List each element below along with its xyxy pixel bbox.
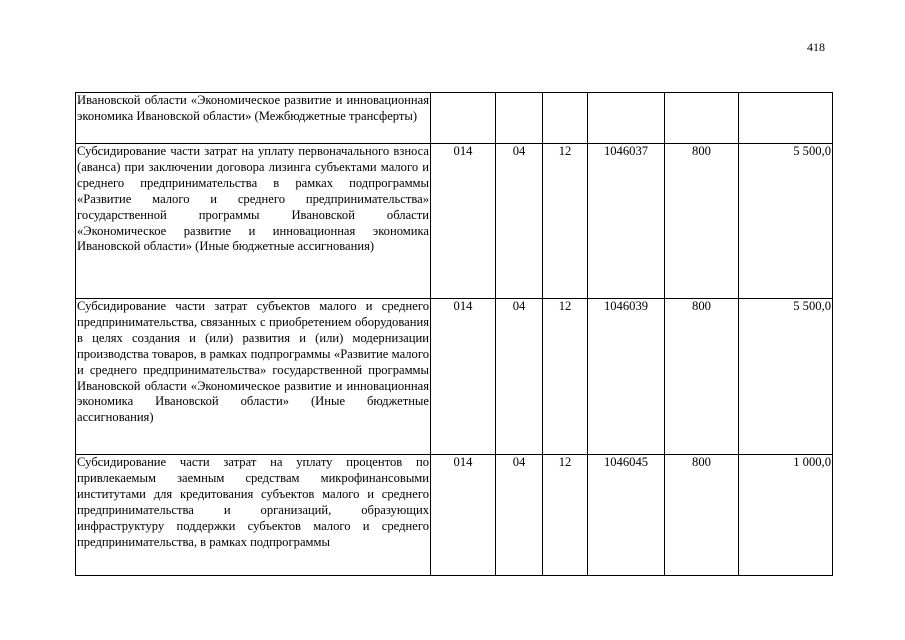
row-subsection-code: 12: [543, 144, 588, 299]
row-expense-type-code: 800: [665, 144, 739, 299]
row-target-code: [588, 93, 665, 144]
row-expense-type-code: [665, 93, 739, 144]
row-expense-type-code: 800: [665, 455, 739, 576]
row-amount: 1 000,0: [739, 455, 833, 576]
row-description: Субсидирование части затрат на уплату процентов по привлекаемым заемным средствам микрофинансовыми институтами для кредитования субъектов малого и среднего предпринимательства и организаций, образующих инфраструктуру поддержки субъектов малого и среднего предпринимательства, в рамках подпрограммы: [76, 455, 431, 576]
row-subsection-code: 12: [543, 299, 588, 455]
table-row: [76, 93, 833, 144]
row-target-code: 1046039: [588, 299, 665, 455]
row-subsection-code: [543, 93, 588, 144]
row-section-code: 04: [496, 144, 543, 299]
table-row: [76, 299, 833, 455]
row-description: Субсидирование части затрат на уплату первоначального взноса (аванса) при заключении договора лизинга субъектами малого и среднего предпринимательства в рамках подпрограммы «Развитие малого и среднего предпринимательства» государственной программы Ивановской области «Экономическое развитие и инновационная экономика Ивановской области» (Иные бюджетные ассигнования): [76, 144, 431, 299]
row-section-code: 04: [496, 299, 543, 455]
row-subsection-code: 12: [543, 455, 588, 576]
row-ministry-code: 014: [431, 299, 496, 455]
budget-table: [75, 92, 833, 576]
row-target-code: 1046045: [588, 455, 665, 576]
row-section-code: [496, 93, 543, 144]
row-expense-type-code: 800: [665, 299, 739, 455]
row-description: Ивановской области «Экономическое развитие и инновационная экономика Ивановской области» (Межбюджетные трансферты): [76, 93, 431, 144]
row-amount: 5 500,0: [739, 144, 833, 299]
page-number: 418: [807, 40, 825, 54]
row-target-code: 1046037: [588, 144, 665, 299]
row-section-code: 04: [496, 455, 543, 576]
row-ministry-code: 014: [431, 455, 496, 576]
row-amount: [739, 93, 833, 144]
table-row: [76, 144, 833, 299]
row-amount: 5 500,0: [739, 299, 833, 455]
row-description: Субсидирование части затрат субъектов малого и среднего предпринимательства, связанных с приобретением оборудования в целях создания и (или) развития и (или) модернизации производства товаров, в рамках подпрограммы «Развитие малого и среднего предпринимательства» государственной программы Ивановской области «Экономическое развитие и инновационная экономика Ивановской области» (Иные бюджетные ассигнования): [76, 299, 431, 455]
table-row: [76, 455, 833, 576]
row-ministry-code: [431, 93, 496, 144]
row-ministry-code: 014: [431, 144, 496, 299]
